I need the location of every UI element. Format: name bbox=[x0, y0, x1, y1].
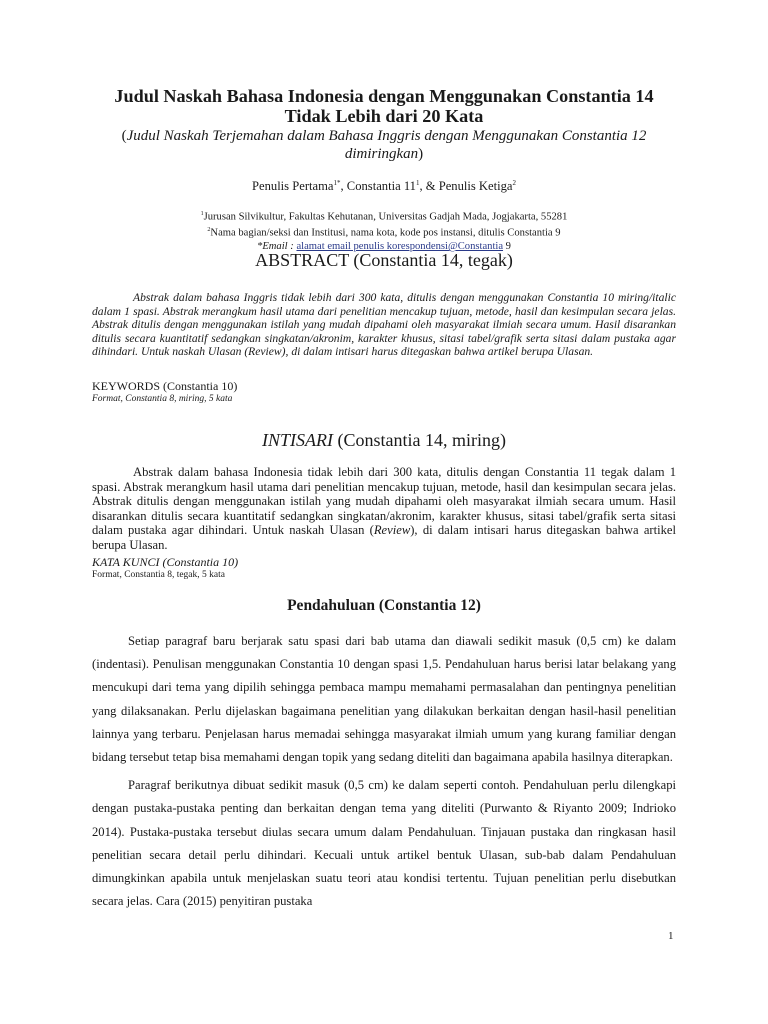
keywords-label: KEYWORDS (Constantia 10) bbox=[92, 379, 238, 393]
email-link[interactable]: alamat email penulis korespondensi@Constantia bbox=[296, 241, 504, 253]
pendahuluan-paragraph-2: Paragraf berikutnya dibuat sedikit masuk (0,5 cm) ke dalam seperti contoh. Pendahuluan perlu dilengkapi dengan pustaka-pustaka penting dan berkaitan dengan tema yang diteliti (Purwanto & Riyanto 2009; Indrioko 2014). Pustaka-pustaka tersebut diulas secara umum dalam Pendahuluan. Tinjauan pustaka dan ringkasan hasil penelitian secara detail perlu dihindari. Kecuali untuk artikel bentuk Ulasan, sub-bab dalam Pendahuluan dimungkinkan apabila untuk menjelaskan suatu teori atau kondisi tertentu. Tujuan penelitian perlu disebutkan secara jelas. Cara (2015) penyitiran pustaka bbox=[92, 778, 676, 909]
paper-subtitle bbox=[92, 127, 676, 163]
affiliation-2 bbox=[92, 224, 676, 240]
intisari-body bbox=[92, 465, 676, 552]
paper-title bbox=[92, 86, 676, 126]
abstract-heading: ABSTRACT (Constantia 14, tegak) bbox=[255, 250, 513, 270]
email-suffix: 9 bbox=[503, 241, 511, 253]
author-1: Penulis Pertama bbox=[252, 179, 334, 194]
intisari-text-a: Abstrak dalam bahasa Indonesia tidak lebih dari 300 kata, ditulis dengan Constantia 11 tegak dalam 1 spasi. Abstrak merangkum hasil utama dari penelitian mencakup tujuan, metode, hasil dan kesimpulan secara jelas. Abstrak ditulis dengan menggunakan istilah yang mudah dipahami oleh masyarakat ilmiah secara umum. Hasil disarankan ditulis secara kuantitatif sedangkan singkatan/akronim, karakter khusus, sitasi tabel/grafik serta sitasi dalam pustaka agar dihindari. Untuk naskah Ulasan ( bbox=[92, 465, 676, 537]
abstract-paragraph: Abstrak dalam bahasa Inggris tidak lebih dari 300 kata, ditulis dengan menggunakan Constantia 10 miring/italic dalam 1 spasi. Abstrak merangkum hasil utama dari penelitian mencakup tujuan, metode, hasil dan kesimpulan secara jelas. Abstrak ditulis dengan menggunakan istilah yang mudah dipahami oleh masyarakat ilmiah secara umum. Hasil disarankan ditulis secara kuantitatif sedangkan singkatan/akronim, karakter khusus, sitasi tabel/grafik serta sitasi dalam pustaka agar dihindari. Untuk naskah Ulasan (Review), di dalam intisari harus ditegaskan bahwa artikel berupa Ulasan. bbox=[92, 291, 676, 358]
author-list bbox=[92, 175, 676, 194]
author-2: , Constantia 11 bbox=[340, 179, 416, 194]
affiliation-1-sup: 1 bbox=[200, 211, 204, 217]
intisari-heading-italic: INTISARI bbox=[262, 430, 333, 450]
subtitle-text: Judul Naskah Terjemahan dalam Bahasa Inggris dengan Menggunakan Constantia 12 dimiringkan bbox=[126, 128, 647, 162]
affiliation-2-sup: 2 bbox=[207, 227, 211, 234]
affiliations bbox=[92, 208, 676, 254]
author-3-sup: 2 bbox=[512, 179, 516, 187]
author-1-sup: 1* bbox=[333, 179, 341, 187]
author-3: , & Penulis Ketiga bbox=[419, 179, 513, 194]
affiliation-2-text: Nama bagian/seksi dan Institusi, nama kota, kode pos instansi, ditulis Constantia 9 bbox=[210, 227, 561, 239]
intisari-review-word: Review bbox=[373, 523, 411, 537]
pendahuluan-body bbox=[92, 630, 676, 918]
subtitle-close-paren: ) bbox=[418, 146, 424, 162]
email-label: *Email : bbox=[257, 241, 294, 253]
kata-kunci-label: KATA KUNCI (Constantia 10) bbox=[92, 555, 239, 569]
paper-title-line1: Judul Naskah Bahasa Indonesia dengan Menggunakan Constantia 14 bbox=[114, 86, 654, 106]
intisari-heading-rest: (Constantia 14, miring) bbox=[333, 430, 506, 450]
pendahuluan-heading: Pendahuluan (Constantia 12) bbox=[287, 597, 481, 614]
affiliation-1 bbox=[92, 208, 676, 224]
keywords-format-note: Format, Constantia 8, miring, 5 kata bbox=[92, 394, 233, 404]
intisari-heading bbox=[92, 429, 676, 451]
kata-kunci-format-note: Format, Constantia 8, tegak, 5 kata bbox=[92, 570, 225, 580]
abstract-keywords-block bbox=[92, 379, 676, 405]
abstract-body bbox=[92, 291, 676, 359]
paper-title-line2: Tidak Lebih dari 20 Kata bbox=[284, 106, 484, 126]
page-number: 1 bbox=[668, 930, 674, 942]
pendahuluan-paragraph-1: Setiap paragraf baru berjarak satu spasi dari bab utama dan diawali sedikit masuk (0,5 cm) ke dalam (indentasi). Penulisan menggunakan Constantia 10 dengan spasi 1,5. Pendahuluan harus berisi latar belakang yang mencukupi dari tema yang dipilih sehingga pembaca mampu memahami permasalahan dan pentingnya penelitian yang dilaksanakan. Perlu dijelaskan bagaimana penelitian yang dilakukan berkaitan dengan hasil-hasil penelitian lainnya yang terbaru. Penjelasan harus memadai sehingga masyarakat ilmiah umum yang kurang familiar dengan bidang tersebut tetap bisa memahami dengan topik yang sedang diteliti dan bagaimana apabila hasilnya diterapkan. bbox=[92, 634, 676, 765]
author-2-sup: 1 bbox=[415, 179, 420, 187]
kata-kunci-block bbox=[92, 555, 676, 581]
intisari-text-b: ), di dalam intisari harus ditegaskan bahwa artikel berupa Ulasan. bbox=[92, 523, 676, 552]
intisari-paragraph bbox=[92, 465, 676, 552]
affiliation-1-text: Jurusan Silvikultur, Fakultas Kehutanan, Universitas Gadjah Mada, Jogjakarta, 55281 bbox=[203, 211, 568, 223]
subtitle-open-paren: ( bbox=[121, 128, 127, 144]
